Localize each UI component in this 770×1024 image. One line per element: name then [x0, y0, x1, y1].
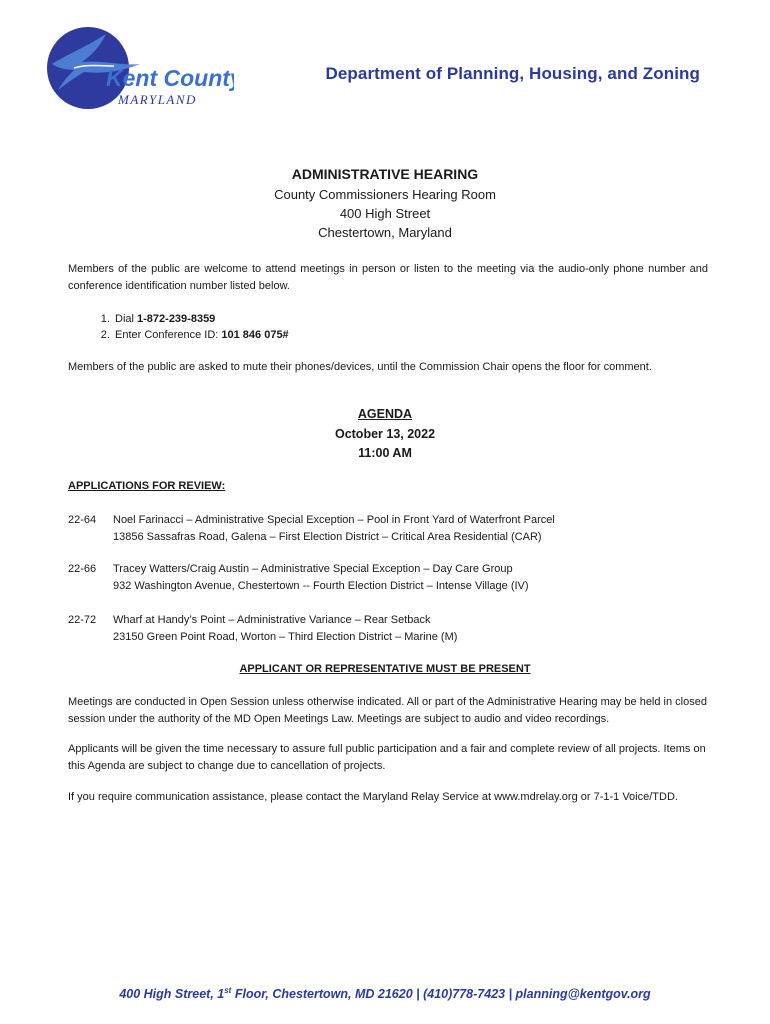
application-title: Noel Farinacci – Administrative Special Exception – Pool in Front Yard of Waterfront Parcel	[113, 514, 555, 526]
step-dial: 1. Dial 1-872-239-8359	[113, 311, 289, 327]
mute-notice: Members of the public are asked to mute their phones/devices, until the Commission Chair opens the floor for comment.	[68, 361, 652, 373]
heron-logo-icon	[44, 24, 234, 112]
agenda-date: October 13, 2022	[334, 427, 436, 441]
application-title: Tracey Watters/Craig Austin – Administrative Special Exception – Day Care Group	[113, 563, 513, 575]
footer-contact: 400 High Street, 1st Floor, Chestertown, MD 21620 | (410)778-7423 | planning@kentgov.org	[119, 986, 651, 1002]
applications-heading: APPLICATIONS FOR REVIEW:	[68, 480, 226, 492]
location-city: Chestertown, Maryland	[318, 225, 452, 240]
application-address: 932 Washington Avenue, Chestertown -- Fourth Election District – Intense Village (IV)	[113, 580, 529, 592]
department-name: Department of Planning, Housing, and Zoning	[325, 64, 700, 83]
application-item	[68, 612, 708, 646]
application-address: 23150 Green Point Road, Worton – Third Election District – Marine (M)	[113, 631, 458, 643]
location-street: 400 High Street	[339, 206, 431, 221]
relay-service-paragraph: If you require communication assistance, please contact the Maryland Relay Service at www.mdrelay.org or 7-1-1 Voice/TDD.	[68, 791, 678, 803]
svg-text:Kent County: Kent County	[106, 65, 234, 91]
application-number: 22-72	[68, 614, 97, 626]
participation-paragraph: Applicants will be given the time necessary to assure full public participation and a fair and complete review of all projects. Items on this Agenda are subject to change due to cancellation of projects.	[68, 743, 706, 772]
agenda-heading: AGENDA	[357, 407, 413, 421]
svg-text:MARYLAND: MARYLAND	[118, 92, 197, 107]
application-title: Wharf at Handy’s Point – Administrative Variance – Rear Setback	[113, 614, 431, 626]
open-session-paragraph: Meetings are conducted in Open Session unless otherwise indicated. All or part of the Administrative Hearing may be held in closed session under the authority of the MD Open Meetings Law. Meetings are subject to audio and video recordings.	[68, 696, 707, 725]
kent-county-logo	[44, 24, 234, 112]
conference-id: 101 846 075#	[221, 329, 289, 341]
dial-in-steps	[68, 311, 289, 343]
phone-number[interactable]: 1-872-239-8359	[137, 313, 216, 325]
location-room: County Commissioners Hearing Room	[274, 187, 496, 202]
page-title: ADMINISTRATIVE HEARING	[291, 166, 479, 182]
present-notice: APPLICANT OR REPRESENTATIVE MUST BE PRESENT	[239, 663, 531, 675]
application-address: 13856 Sassafras Road, Galena – First Election District – Critical Area Residential (CAR)	[113, 531, 542, 543]
intro-paragraph: Members of the public are welcome to attend meetings in person or listen to the meeting via the audio-only phone number and conference identification number listed below.	[68, 263, 708, 292]
application-number: 22-64	[68, 514, 97, 526]
application-item	[68, 512, 708, 546]
agenda-time: 11:00 AM	[358, 446, 412, 460]
application-item	[68, 561, 708, 595]
application-number: 22-66	[68, 563, 97, 575]
step-conference-id: 2. Enter Conference ID: 101 846 075#	[113, 327, 289, 343]
